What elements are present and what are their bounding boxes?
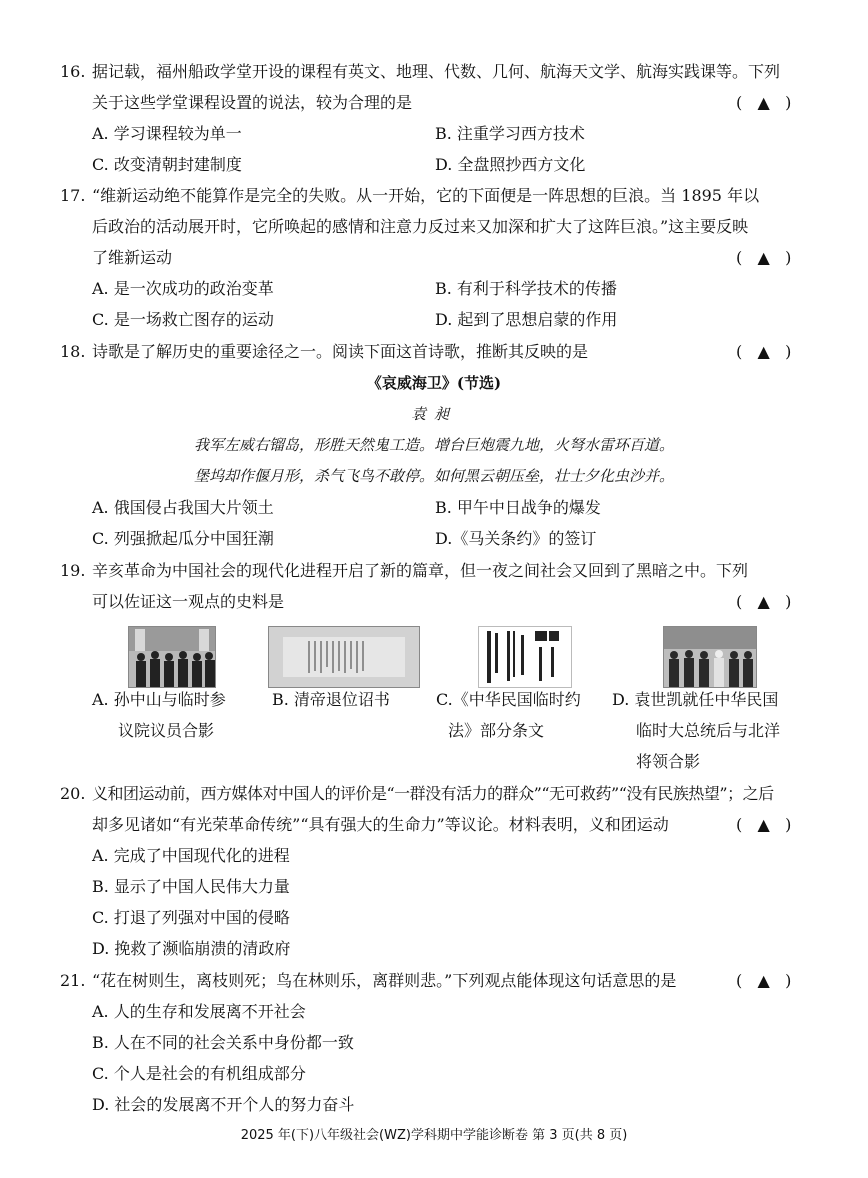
- q20-stem-line2: 却多见诸如“有光荣革命传统”“具有强大的生命力”等议论。材料表明，义和团运动: [92, 815, 669, 834]
- q18-poem-line2: 堡坞却作偃月形，杀气飞鸟不敢停。如何黑云朝压垒，壮士夕化虫沙并。: [193, 467, 674, 485]
- q16-stem-line2: 关于这些学堂课程设置的说法，较为合理的是: [92, 93, 413, 112]
- q19-stem-line1: 辛亥革命为中国社会的现代化进程开启了新的篇章，但一夜之间社会又回到了黑暗之中。下列: [92, 561, 749, 580]
- q18-answer-bracket: ( ▲ ): [736, 342, 792, 361]
- q18-number: 18.: [60, 342, 86, 361]
- q21-answer-bracket: ( ▲ ): [736, 971, 792, 990]
- q20-option-a: A. 完成了中国现代化的进程: [92, 846, 290, 865]
- q18-option-c: C. 列强掀起瓜分中国狂潮: [92, 529, 274, 548]
- q18-poem-line1: 我军左威右镏岛，形胜天然鬼工造。增台巨炮震九地，火弩水雷环百道。: [193, 436, 674, 454]
- q19-photo-c: [478, 626, 572, 688]
- q19-option-c-line2: 法》部分条文: [448, 721, 545, 740]
- q20-number: 20.: [60, 784, 86, 803]
- q19-option-d-line3: 将领合影: [636, 752, 701, 771]
- q16-number: 16.: [60, 62, 86, 81]
- q21-option-c: C. 个人是社会的有机组成部分: [92, 1064, 306, 1083]
- q21-option-a: A. 人的生存和发展离不开社会: [92, 1002, 306, 1021]
- q21-option-b: B. 人在不同的社会关系中身份都一致: [92, 1033, 354, 1052]
- q16-answer-bracket: ( ▲ ): [736, 93, 792, 112]
- q17-stem-line2: 后政治的活动展开时，它所唤起的感情和注意力反过来又加深和扩大了这阵巨浪。”这主要反映: [92, 217, 749, 236]
- q19-option-d-line1: D. 袁世凯就任中华民国: [612, 690, 779, 709]
- q17-stem-line3: 了维新运动: [92, 248, 173, 267]
- q16-stem-line1: 据记载，福州船政学堂开设的课程有英文、地理、代数、几何、航海天文学、航海实践课等。下列: [92, 62, 781, 81]
- q16-option-c: C. 改变清朝封建制度: [92, 155, 242, 174]
- q18-poem-author: 袁昶: [410, 405, 457, 423]
- q17-option-a: A. 是一次成功的政治变革: [92, 279, 274, 298]
- q16-option-a: A. 学习课程较为单一: [92, 124, 242, 143]
- q19-photo-d: [663, 626, 757, 688]
- q17-option-d: D. 起到了思想启蒙的作用: [435, 310, 618, 329]
- q21-number: 21.: [60, 971, 86, 990]
- page-footer: 2025 年(下)八年级社会(WZ)学科期中学能诊断卷 第 3 页(共 8 页): [240, 1128, 628, 1143]
- q16-option-d: D. 全盘照抄西方文化: [435, 155, 586, 174]
- q18-stem-line1: 诗歌是了解历史的重要途径之一。阅读下面这首诗歌，推断其反映的是: [92, 342, 589, 361]
- q19-answer-bracket: ( ▲ ): [736, 592, 792, 611]
- q18-poem-title: 《哀威海卫》(节选): [366, 374, 502, 392]
- q18-option-b: B. 甲午中日战争的爆发: [435, 498, 601, 517]
- q18-option-d: D.《马关条约》的签订: [435, 529, 597, 548]
- q20-option-d: D. 挽救了濒临崩溃的清政府: [92, 939, 291, 958]
- q19-photo-a: [128, 626, 216, 688]
- q21-stem-line1: “花在树则生，离枝则死；鸟在林则乐，离群则悲。”下列观点能体现这句话意思的是: [92, 971, 677, 990]
- q17-option-c: C. 是一场救亡图存的运动: [92, 310, 274, 329]
- q19-number: 19.: [60, 561, 86, 580]
- q19-option-b: B. 清帝退位诏书: [272, 690, 390, 709]
- q18-option-a: A. 俄国侵占我国大片领土: [92, 498, 274, 517]
- q20-option-c: C. 打退了列强对中国的侵略: [92, 908, 290, 927]
- q19-option-a-line2: 议院议员合影: [118, 721, 215, 740]
- q19-option-c-line1: C.《中华民国临时约: [436, 690, 581, 709]
- q20-option-b: B. 显示了中国人民伟大力量: [92, 877, 290, 896]
- q19-option-d-line2: 临时大总统后与北洋: [636, 721, 781, 740]
- q17-stem-line1: “维新运动绝不能算作是完全的失败。从一开始，它的下面便是一阵思想的巨浪。当 1895 年以: [92, 186, 760, 205]
- q20-answer-bracket: ( ▲ ): [736, 815, 792, 834]
- q19-photo-b: [268, 626, 420, 688]
- q19-option-a-line1: A. 孙中山与临时参: [92, 690, 226, 709]
- q17-answer-bracket: ( ▲ ): [736, 248, 792, 267]
- q20-stem-line1: 义和团运动前，西方媒体对中国人的评价是“一群没有活力的群众”“无可救药”“没有民族热望”；之后: [92, 784, 774, 803]
- q17-number: 17.: [60, 186, 86, 205]
- q21-option-d: D. 社会的发展离不开个人的努力奋斗: [92, 1095, 355, 1114]
- q16-option-b: B. 注重学习西方技术: [435, 124, 585, 143]
- q19-stem-line2: 可以佐证这一观点的史料是: [92, 592, 285, 611]
- q17-option-b: B. 有利于科学技术的传播: [435, 279, 617, 298]
